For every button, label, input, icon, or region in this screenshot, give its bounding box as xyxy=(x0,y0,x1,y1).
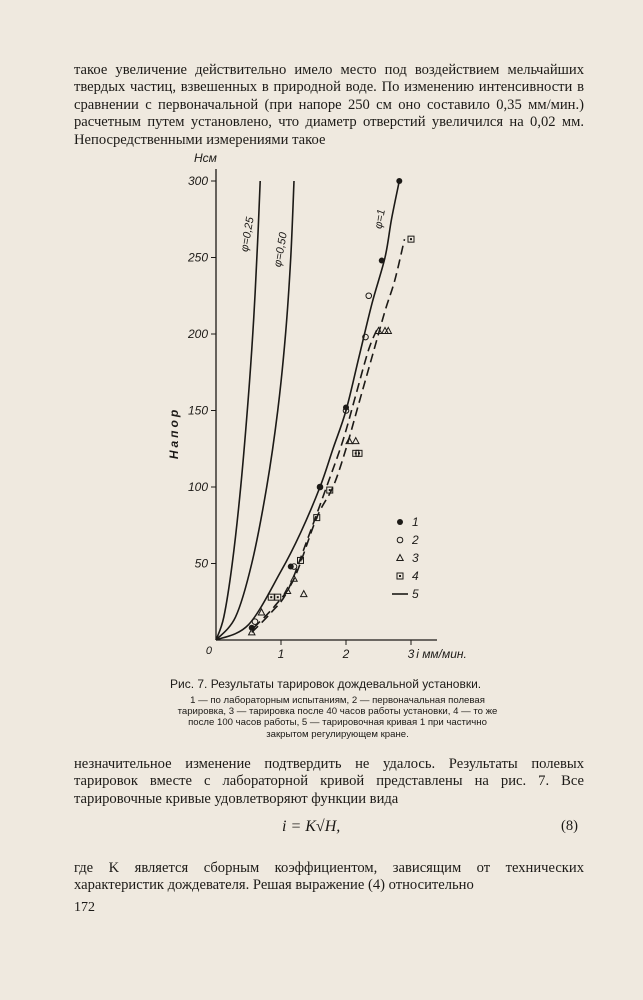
curve-4 xyxy=(254,239,405,628)
y-tick-label: 250 xyxy=(187,250,208,265)
origin-label: 0 xyxy=(205,645,212,657)
data-point-4-center xyxy=(410,238,412,240)
y-tick-label: 100 xyxy=(187,480,208,494)
legend-swatch-3 xyxy=(397,555,403,561)
data-point-2 xyxy=(366,293,372,299)
data-point-4 xyxy=(268,594,274,600)
legend-swatch-4-center xyxy=(399,575,401,577)
y-tick-label: 50 xyxy=(194,556,208,571)
legend-label-5: 5 xyxy=(412,587,419,601)
data-point-4-center xyxy=(316,517,318,519)
data-point-4-center xyxy=(300,559,302,561)
x-tick-label: 2 xyxy=(342,647,350,661)
chart-labels xyxy=(167,151,467,661)
x-tick-label: 1 xyxy=(277,647,285,661)
legend-swatch-1 xyxy=(397,519,403,525)
formula-number: (8) xyxy=(560,818,578,834)
legend-label-2: 2 xyxy=(412,533,419,547)
x-tick-label: 3 xyxy=(407,647,415,661)
curve-5 xyxy=(252,326,379,632)
figure-caption-legend: 1 — по лабораторным испытаниям, 2 — первоначальная полевая тарировка, 3 — тарировка после 40 часов работы установки, 4 — то же после 100 часов работы, 5 — тарировочная кривая 1 при частично закрытом регулирующем кране. xyxy=(177,695,498,740)
y-tick-label: 200 xyxy=(187,327,208,341)
data-point-4-center xyxy=(270,596,272,598)
curve-label: φ=1 xyxy=(372,208,388,230)
figure-caption-title: Рис. 7. Результаты тарировок дождевальной установки. xyxy=(170,677,482,691)
data-point-1 xyxy=(379,258,385,264)
data-point-4 xyxy=(408,236,414,242)
data-point-2 xyxy=(252,619,258,625)
paragraph-middle: незначительное изменение подтвердить не удалось. Результаты полевых тарировок вместе с лабораторной кривой представлены на рис. 7. Все тарировочные кривые удовлетворяют функции вида xyxy=(74,756,584,807)
formula-8 xyxy=(74,816,584,840)
legend-label-4: 4 xyxy=(412,569,419,583)
data-point-1 xyxy=(396,178,402,184)
figure-chart xyxy=(150,148,510,668)
curve-label: φ=0,50 xyxy=(271,231,290,269)
paragraph-bottom: где K является сборным коэффициентом, зависящим от технических характеристик дождевателя. Решая выражение (4) относительно xyxy=(74,860,584,894)
legend-label-3: 3 xyxy=(412,551,419,565)
curve-label: φ=0,25 xyxy=(238,216,257,253)
data-point-3 xyxy=(301,591,307,597)
y-tick-label: 300 xyxy=(187,174,208,188)
formula-expression: i = K√H, xyxy=(282,818,341,835)
y-unit-label: Нсм xyxy=(194,151,217,165)
chart-markers xyxy=(249,178,414,635)
data-point-4 xyxy=(275,594,281,600)
chart-legend xyxy=(392,515,419,601)
legend-label-1: 1 xyxy=(412,515,419,529)
paragraph-top: такое увеличение действительно имело место под воздействием мельчайших твердых частиц, взвешенных в природной воде. По изменению интенсивности в сравнении с первоначальной (при напоре 250 см оно составило 0,35 мм/мин.) расчетным путем установлено, что диаметр отверстий увеличился на 0,02 мм. Непосредственными измерениями такое xyxy=(74,62,584,148)
page-number: 172 xyxy=(74,900,95,915)
legend-swatch-4 xyxy=(397,573,403,579)
data-point-4-center xyxy=(329,489,331,491)
data-point-4-center xyxy=(277,596,279,598)
legend-swatch-2 xyxy=(397,537,403,543)
data-point-3 xyxy=(353,438,359,444)
data-point-4-center xyxy=(358,452,360,454)
x-axis-label: i мм/мин. xyxy=(416,647,467,661)
y-tick-label: 150 xyxy=(187,403,208,418)
y-axis-label: Напор xyxy=(167,406,181,460)
